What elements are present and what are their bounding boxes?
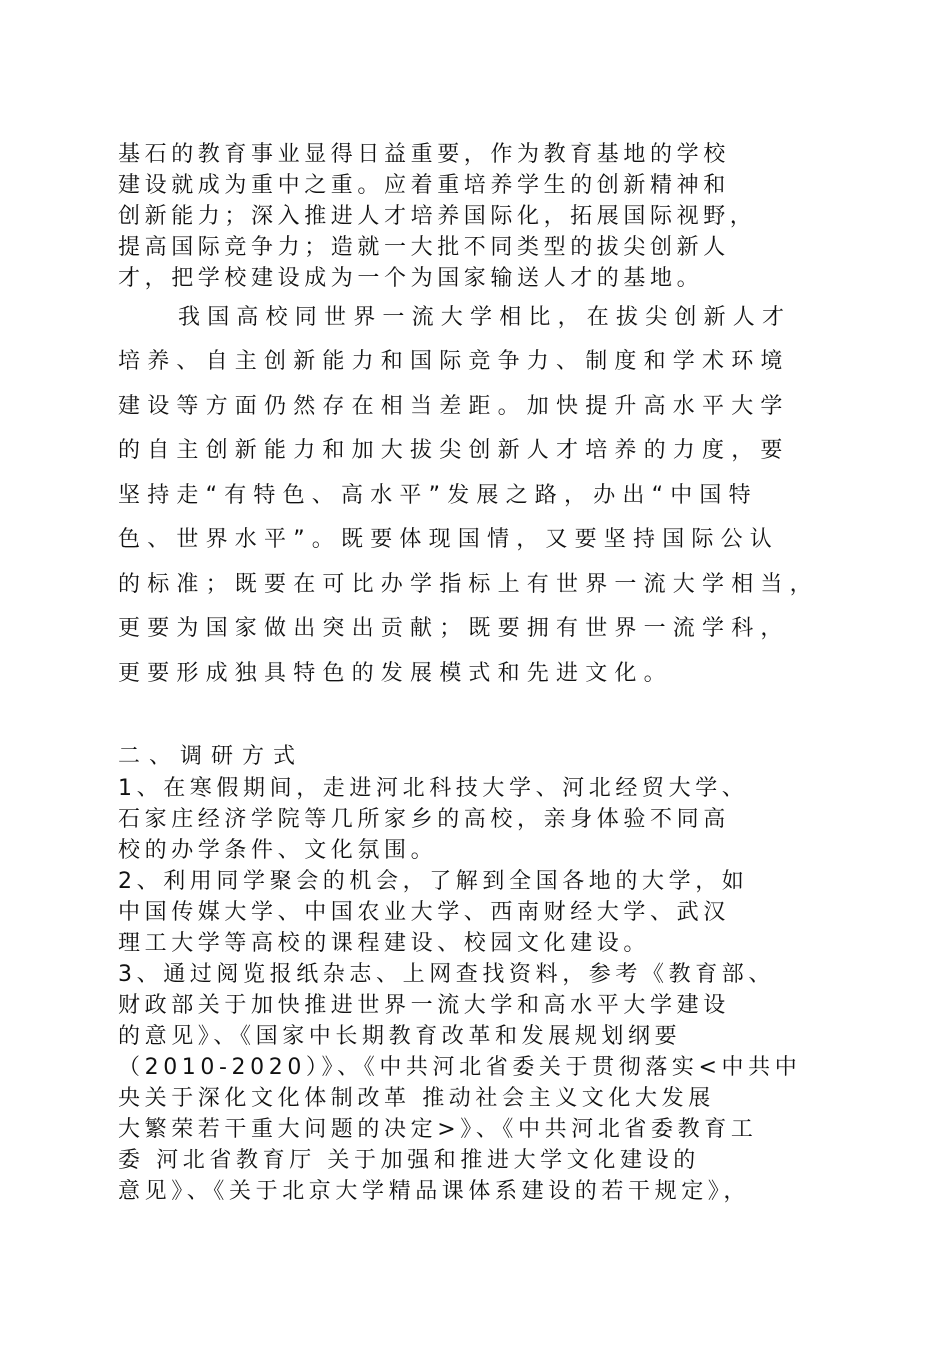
text-line: 校的办学条件、文化氛围。 [118, 838, 438, 863]
text-line: 色、世界水平”。既要体现国情，又要坚持国际公认 [118, 527, 779, 552]
text-line: 更要形成独具特色的发展模式和先进文化。 [118, 661, 673, 686]
text-line: 2、利用同学聚会的机会，了解到全国各地的大学，如 [118, 869, 749, 894]
text-line: 建设等方面仍然存在相当差距。加快提升高水平大学 [118, 394, 790, 419]
text-line: 的意见》、《国家中长期教育改革和发展规划纲要 [118, 1024, 682, 1049]
text-line: 理工大学等高校的课程建设、校园文化建设。 [118, 931, 651, 956]
text-line: 1、在寒假期间，走进河北科技大学、河北经贸大学、 [118, 776, 749, 801]
text-line: 财政部关于加快推进世界一流大学和高水平大学建设 [118, 993, 730, 1018]
text-line: 才，把学校建设成为一个为国家输送人才的基地。 [118, 266, 704, 291]
text-line: 基石的教育事业显得日益重要，作为教育基地的学校 [118, 142, 730, 167]
text-line: 培养、自主创新能力和国际竞争力、制度和学术环境 [118, 349, 790, 374]
text-line: 我国高校同世界一流大学相比，在拔尖创新人才 [178, 305, 792, 330]
section-heading: 二、调研方式 [118, 744, 305, 769]
text-line: 意见》、《关于北京大学精品课体系建设的若干规定》， [118, 1179, 751, 1204]
text-line: 3、通过阅览报纸杂志、上网查找资料，参考《教育部、 [118, 962, 775, 987]
text-line: 大繁荣若干重大问题的决定>》、《中共河北省委教育工 [118, 1117, 758, 1142]
text-line: 更要为国家做出突出贡献；既要拥有世界一流学科， [118, 616, 790, 641]
text-line: 的自主创新能力和加大拔尖创新人才培养的力度，要 [118, 438, 790, 463]
text-line: 提高国际竞争力；造就一大批不同类型的拔尖创新人 [118, 235, 730, 260]
text-line: 中国传媒大学、中国农业大学、西南财经大学、武汉 [118, 900, 730, 925]
text-line: 坚持走“有特色、高水平”发展之路，办出“中国特 [118, 483, 758, 508]
text-line: 建设就成为重中之重。应着重培养学生的创新精神和 [118, 173, 730, 198]
text-line: 委 河北省教育厅 关于加强和推进大学文化建设的 [118, 1148, 700, 1173]
text-line: 创新能力；深入推进人才培养国际化，拓展国际视野， [118, 204, 757, 229]
text-line: 石家庄经济学院等几所家乡的高校，亲身体验不同高 [118, 807, 730, 832]
text-line: （2010-2020）》、《中共河北省委关于贯彻落实<中共中 [118, 1055, 802, 1080]
text-line: 的标准；既要在可比办学指标上有世界一流大学相当， [118, 572, 819, 597]
text-line: 央关于深化文化体制改革 推动社会主义文化大发展 [118, 1086, 715, 1111]
